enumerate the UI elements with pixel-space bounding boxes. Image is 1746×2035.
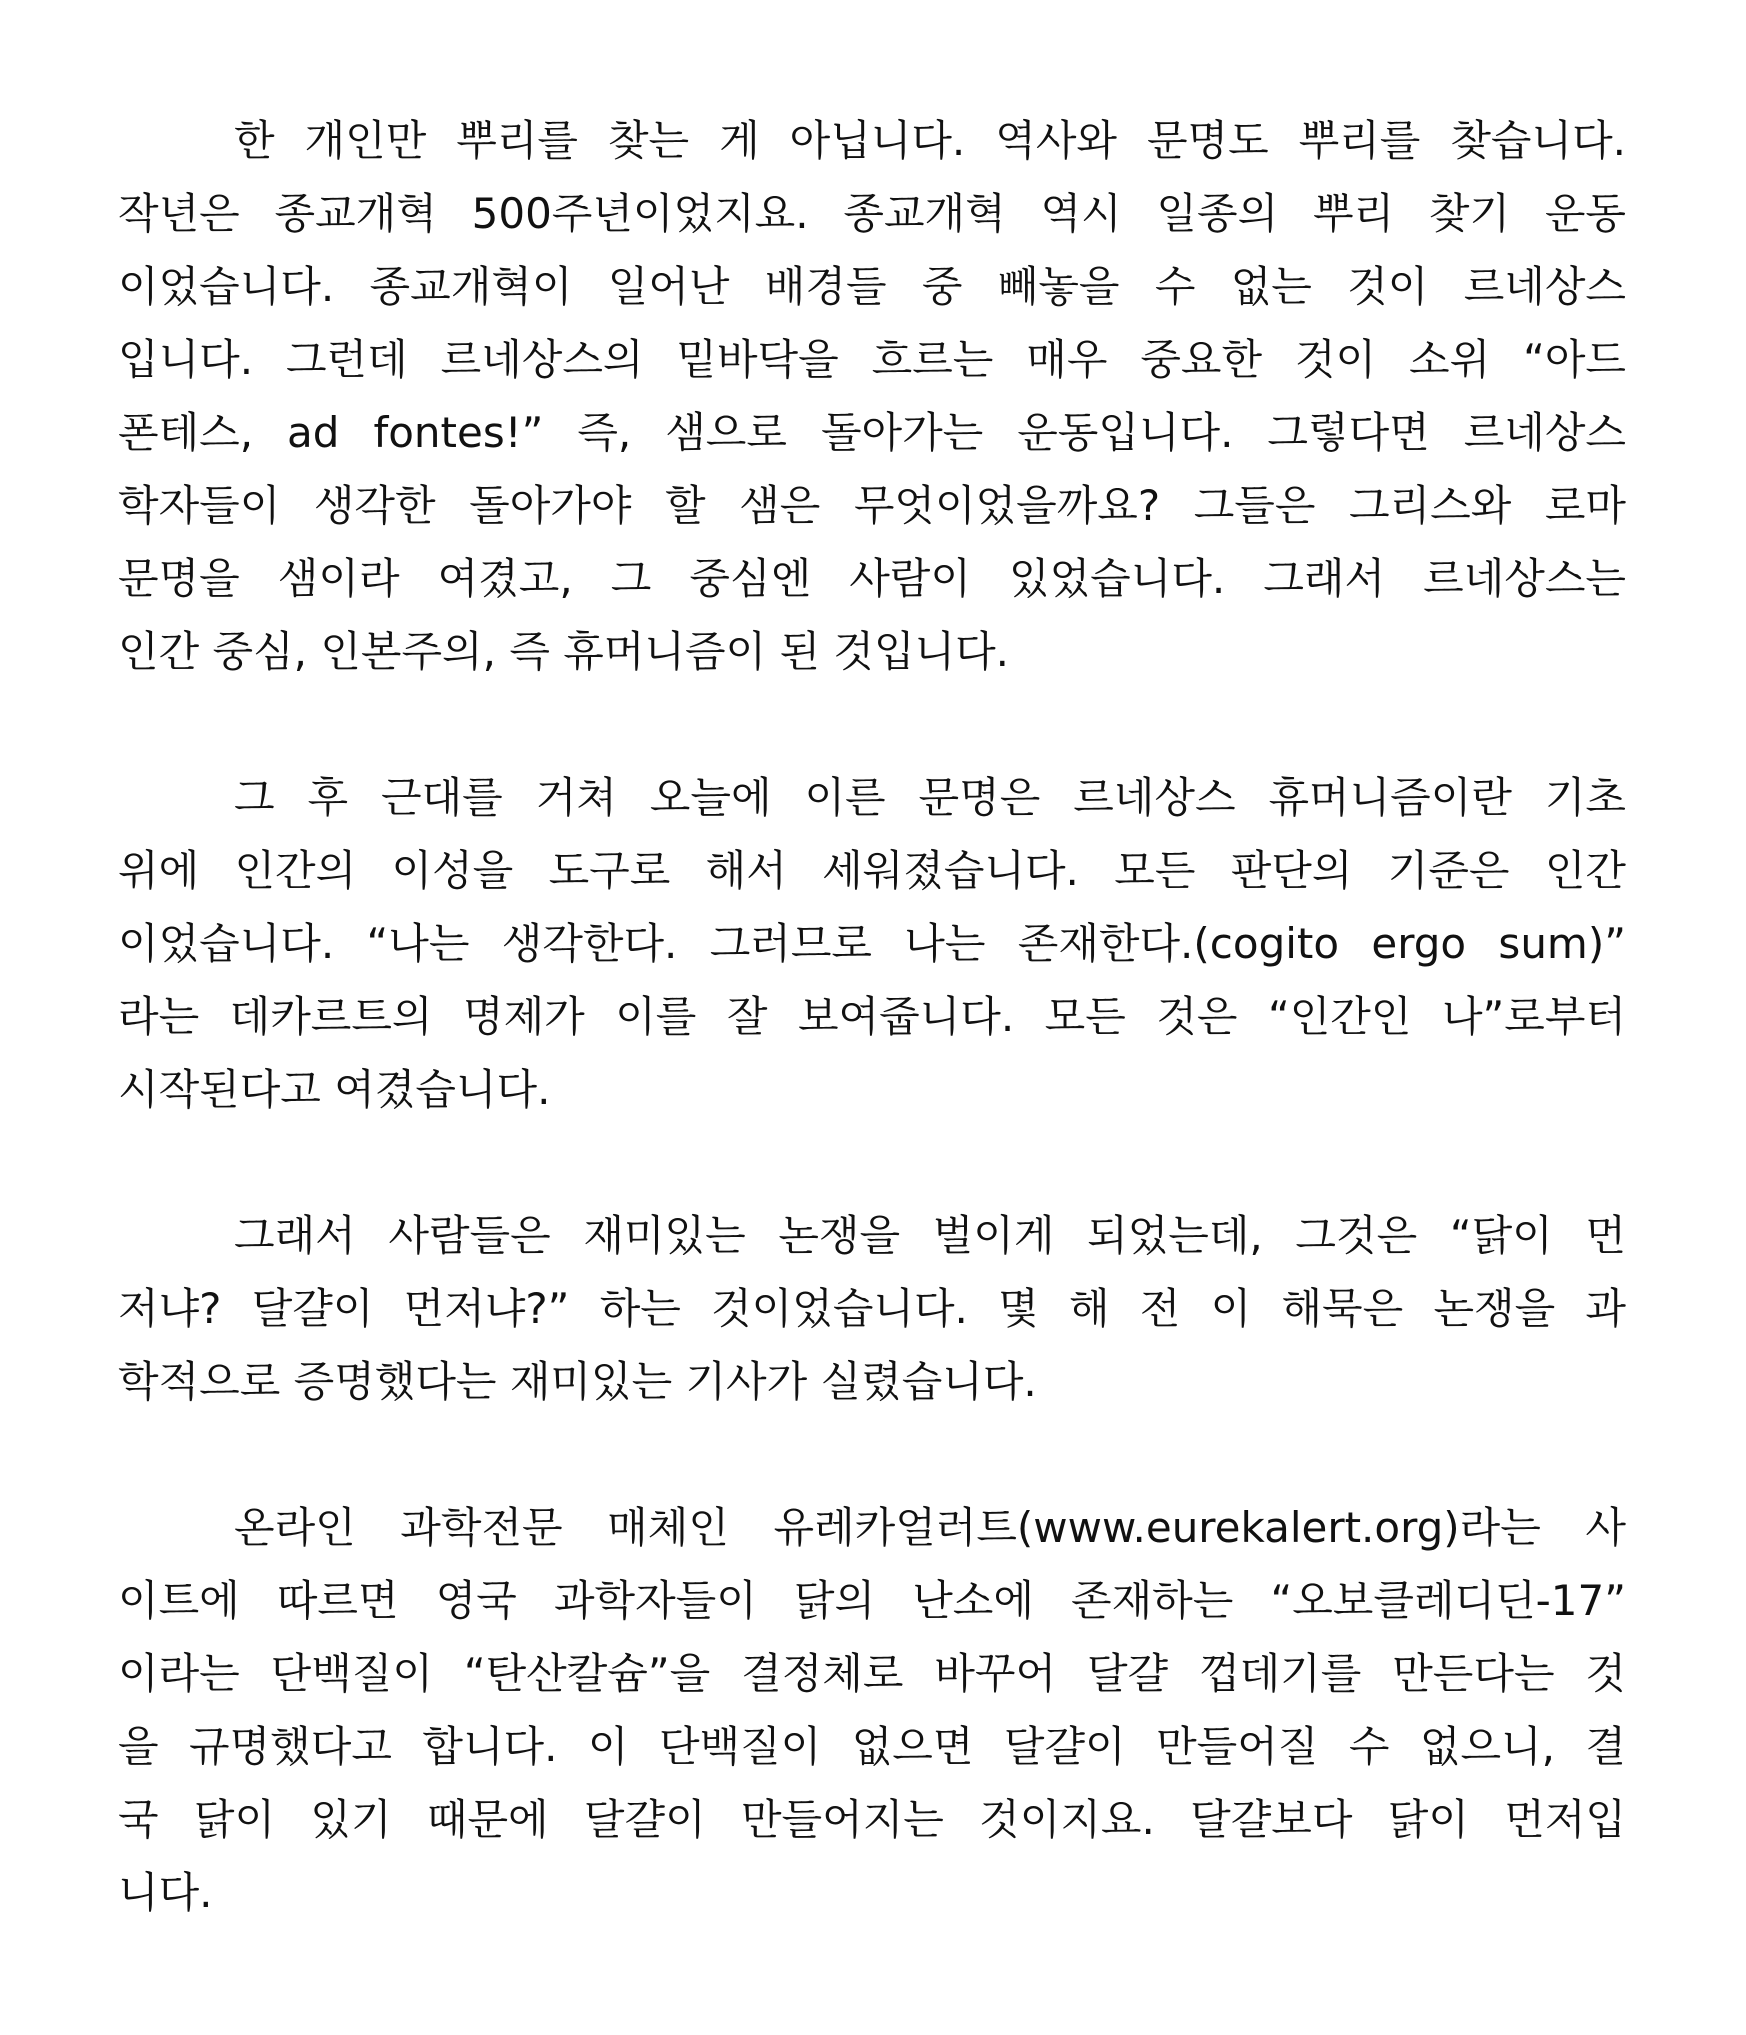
- text-line: 라는 데카르트의 명제가 이를 잘 보여줍니다. 모든 것은 “인간인 나”로부터: [118, 992, 1626, 1041]
- text-line: 국 닭이 있기 때문에 달걀이 만들어지는 것이지요. 달걀보다 닭이 먼저입: [118, 1795, 1626, 1844]
- text-line: 니다.: [118, 1868, 213, 1917]
- text-line: 폰테스, ad fontes!” 즉, 샘으로 돌아가는 운동입니다. 그렇다면 르네상스: [118, 408, 1626, 457]
- text-line: 온라인 과학전문 매체인 유레카얼러트(www.eurekalert.org)라는 사: [234, 1503, 1626, 1552]
- text-line: 한 개인만 뿌리를 찾는 게 아닙니다. 역사와 문명도 뿌리를 찾습니다.: [234, 116, 1626, 165]
- text-line: 이라는 단백질이 “탄산칼슘”을 결정체로 바꾸어 달걀 껍데기를 만든다는 것: [118, 1649, 1626, 1698]
- text-line: 입니다. 그런데 르네상스의 밑바닥을 흐르는 매우 중요한 것이 소위 “아드: [118, 335, 1626, 384]
- text-line: 인간 중심, 인본주의, 즉 휴머니즘이 된 것입니다.: [118, 627, 1010, 676]
- text-line: 그 후 근대를 거쳐 오늘에 이른 문명은 르네상스 휴머니즘이란 기초: [234, 773, 1626, 822]
- paragraph-3: [118, 1199, 1626, 1418]
- text-line: 그래서 사람들은 재미있는 논쟁을 벌이게 되었는데, 그것은 “닭이 먼: [234, 1211, 1626, 1260]
- text-line: 학자들이 생각한 돌아가야 할 샘은 무엇이었을까요? 그들은 그리스와 로마: [118, 481, 1626, 530]
- paragraph-2: [118, 761, 1626, 1126]
- document-body: [118, 104, 1626, 2002]
- paragraph-1: [118, 104, 1626, 688]
- text-line: 이었습니다. 종교개혁이 일어난 배경들 중 빼놓을 수 없는 것이 르네상스: [118, 262, 1626, 311]
- text-line: 학적으로 증명했다는 재미있는 기사가 실렸습니다.: [118, 1357, 1037, 1406]
- text-line: 이었습니다. “나는 생각한다. 그러므로 나는 존재한다.(cogito ergo sum)”: [118, 919, 1626, 968]
- text-line: 을 규명했다고 합니다. 이 단백질이 없으면 달걀이 만들어질 수 없으니, 결: [118, 1722, 1626, 1771]
- text-line: 작년은 종교개혁 500주년이었지요. 종교개혁 역시 일종의 뿌리 찾기 운동: [118, 189, 1626, 238]
- text-line: 시작된다고 여겼습니다.: [118, 1065, 551, 1114]
- text-line: 위에 인간의 이성을 도구로 해서 세워졌습니다. 모든 판단의 기준은 인간: [118, 846, 1626, 895]
- paragraph-4: [118, 1491, 1626, 1929]
- text-line: 저냐? 달걀이 먼저냐?” 하는 것이었습니다. 몇 해 전 이 해묵은 논쟁을 과: [118, 1284, 1626, 1333]
- text-line: 이트에 따르면 영국 과학자들이 닭의 난소에 존재하는 “오보클레디딘-17”: [118, 1576, 1626, 1625]
- text-line: 문명을 샘이라 여겼고, 그 중심엔 사람이 있었습니다. 그래서 르네상스는: [118, 554, 1626, 603]
